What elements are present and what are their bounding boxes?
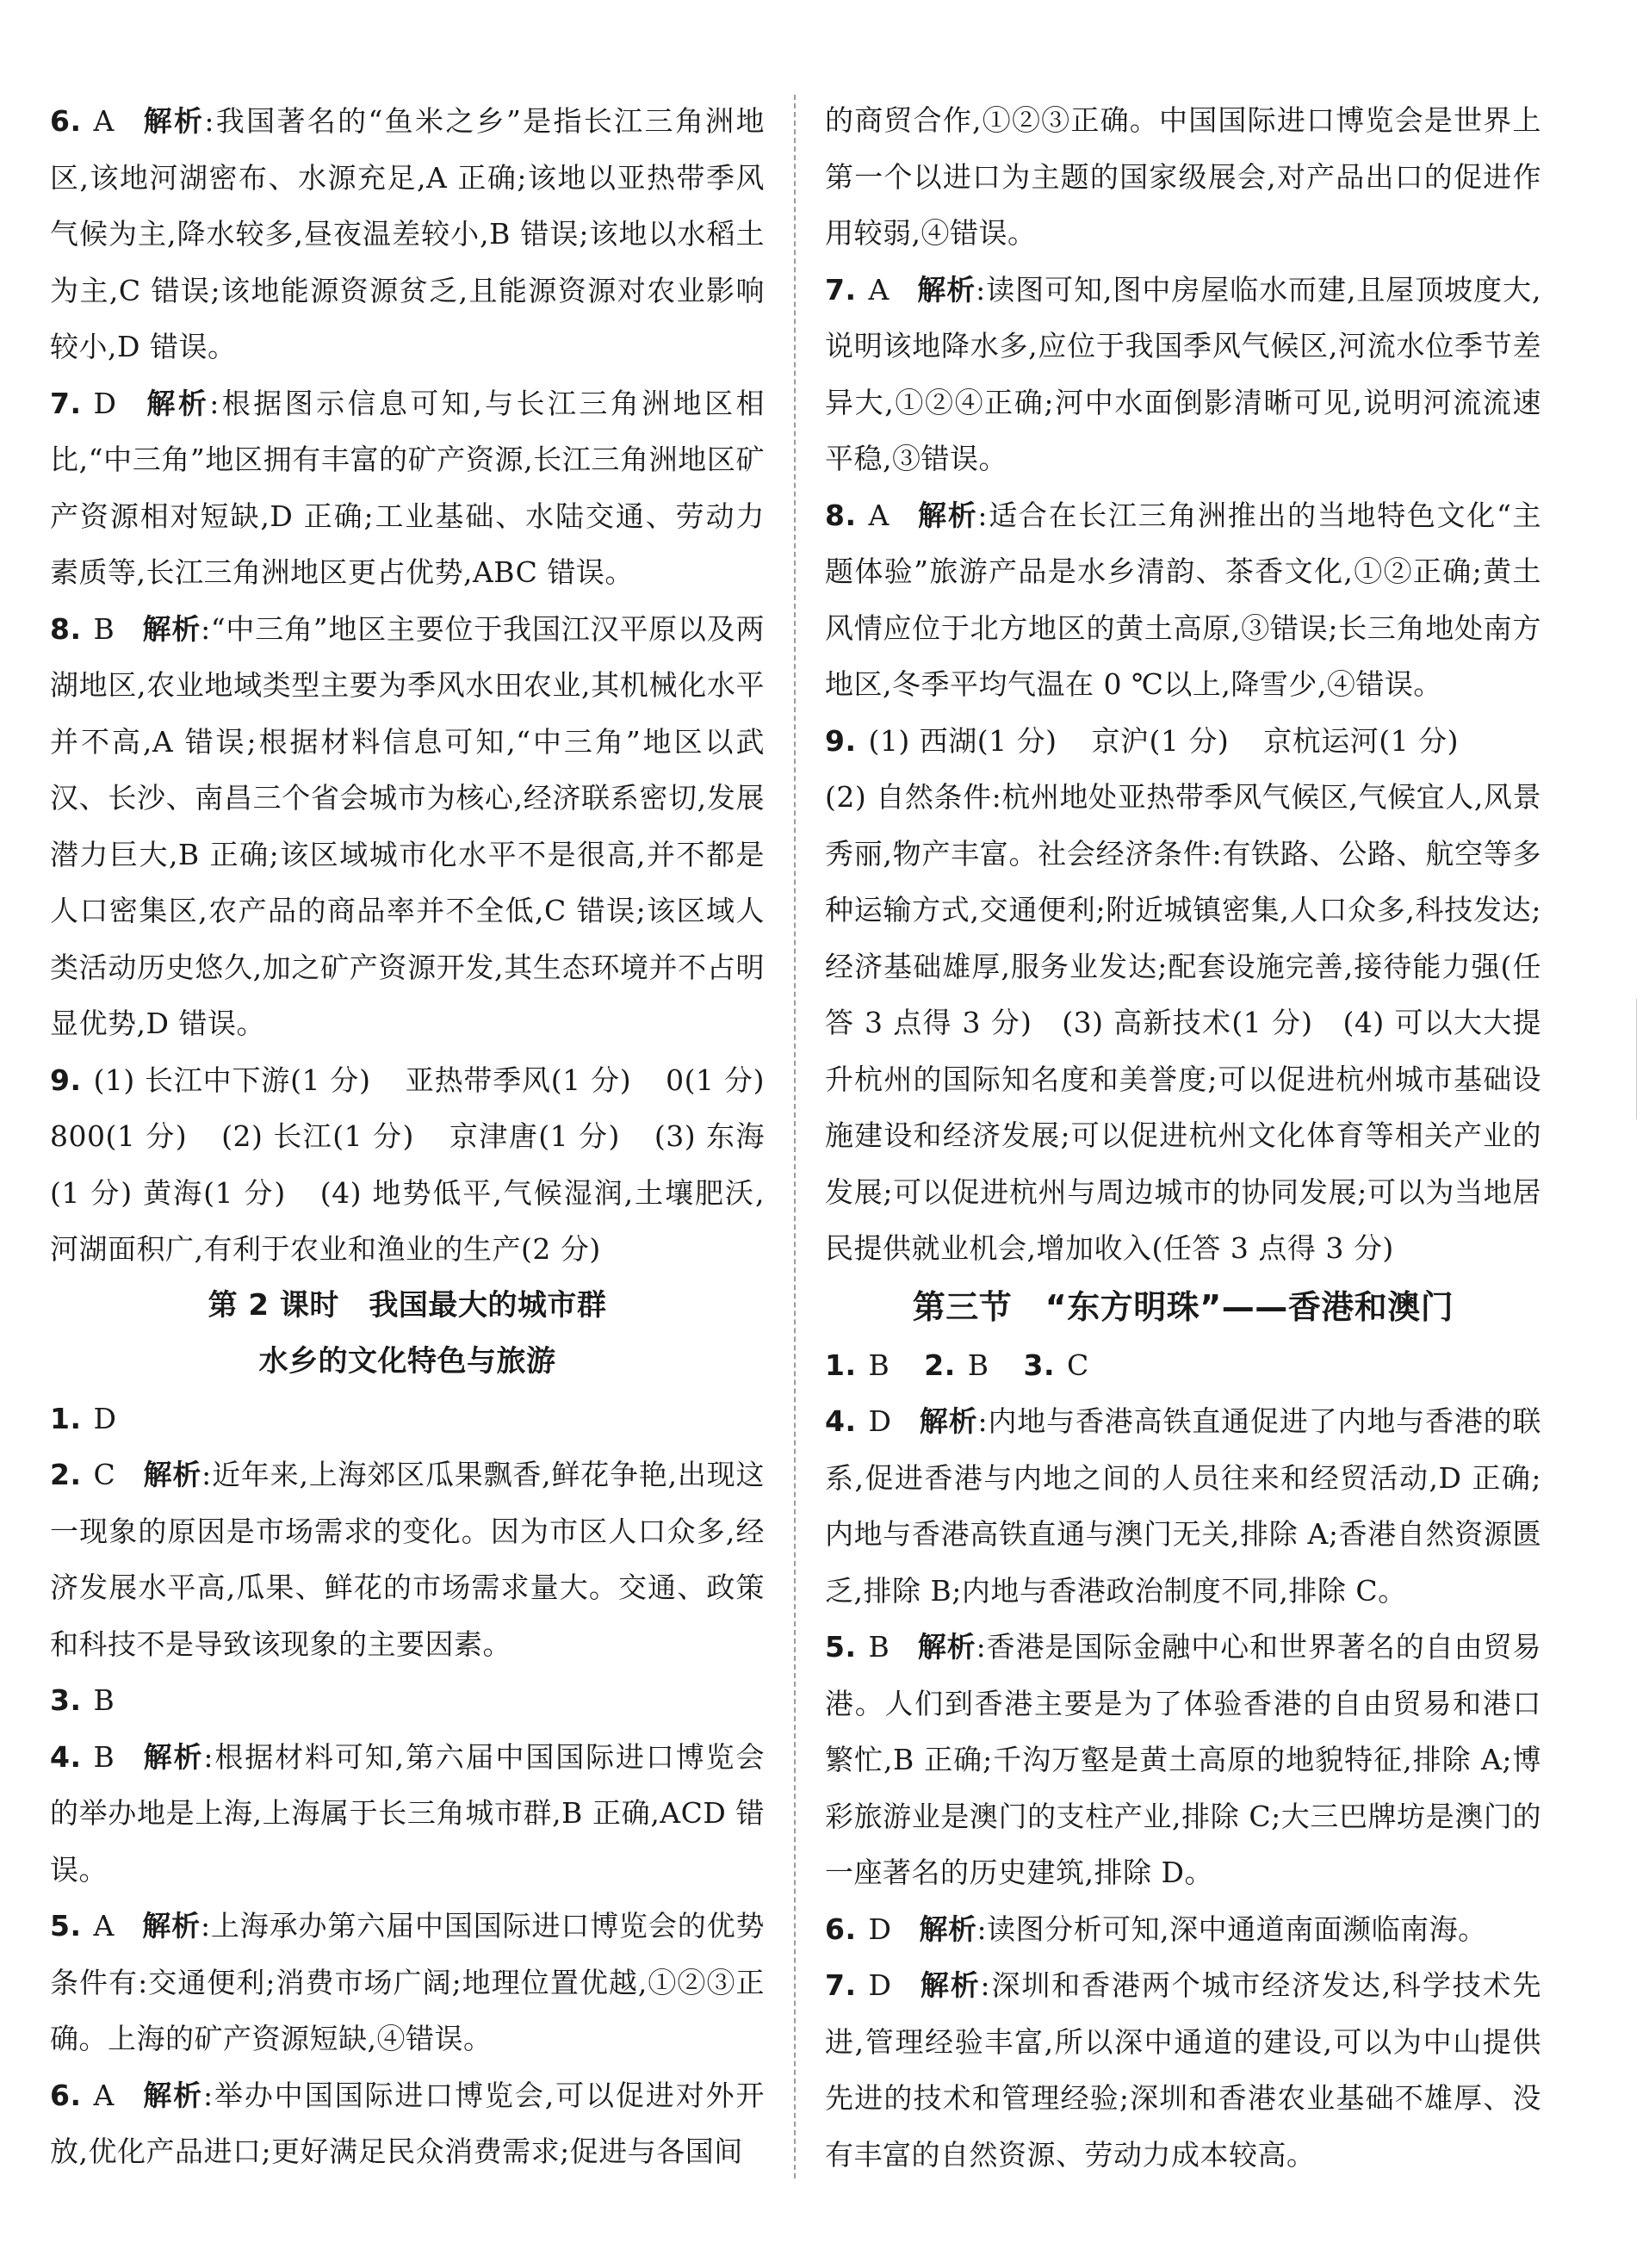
answer-section-4: 4. D 解析:内地与香港高铁直通促进了内地与香港的联系,促进香港与内地之间的人员往来和经贸活动,D 正确;内地与香港高铁直通与澳门无关,排除 A;香港自然资源匮乏,排除 B;内地与香港政治制度不同,排除 C。 — [825, 1404, 1542, 1608]
answer-section-7: 7. D 解析:深圳和香港两个城市经济发达,科学技术先进,管理经验丰富,所以深中通道的建设,可以为中山提供先进的技术和管理经验;深圳和香港农业基础不雄厚、没有丰富的自然资源、劳动力成本较高。 — [825, 1968, 1541, 2172]
section-title: 第三节 “东方明珠”——香港和澳门 — [912, 1287, 1454, 1326]
answer-right-9: 9. (1) 西湖(1 分) 京沪(1 分) 京杭运河(1 分) (2) 自然条件:杭州地处亚热带季风气候区,气候宜人,风景秀丽,物产丰富。社会经济条件:有铁路、公路、航空等多种运输方式,交通便利;附近城镇密集,人口众多,科技发达;经济基础雄厚,服务业发达;配套设施完善,接待能力强(任答 3 点得 3 分) (3) 高新技术(1 分) (4) 可以大大提升杭州的国际知名度和美誉度;可以促进杭州城市基础设施建设和经济发展;可以促进杭州文化体育等相关产业的发展;可以促进杭州与周边城市的协同发展;可以为当地居民提供就业机会,增加收入(任答 3 点得 3 分) — [825, 723, 1541, 1265]
answer-left-9: 9. (1) 长江中下游(1 分) 亚热带季风(1 分) 0(1 分) 800(1 分) (2) 长江(1 分) 京津唐(1 分) (3) 东海(1 分) 黄海(1 分) (4) 地势低平,气候湿润,土壤肥沃,河湖面积广,有利于农业和渔业的生产(2 分) — [50, 1063, 766, 1266]
answer-left-7: 7. D 解析:根据图示信息可知,与长江三角洲地区相比,“中三角”地区拥有丰富的矿产资源,长江三角洲地区矿产资源相对短缺,D 正确;工业基础、水陆交通、劳动力素质等,长江三角洲地区更占优势,ABC 错误。 — [50, 386, 765, 589]
answer-left-6: 6. A 解析:我国著名的“鱼米之乡”是指长江三角洲地区,该地河湖密布、水源充足,A 正确;该地以亚热带季风气候为主,降水较多,昼夜温差较小,B 错误;该地以水稻土为主,C 错误;该地能源资源贫乏,且能源资源对农业影响较小,D 错误。 — [50, 104, 765, 363]
answer-lesson-2: 2. C 解析:近年来,上海郊区瓜果飘香,鲜花争艳,出现这一现象的原因是市场需求的变化。因为市区人口众多,经济发展水平高,瓜果、鲜花的市场需求量大。交通、政策和科技不是导致该现象的主要因素。 — [50, 1458, 765, 1661]
answer-right-7: 7. A 解析:读图可知,图中房屋临水而建,且屋顶坡度大,说明该地降水多,应位于我国季风气候区,河流水位季节差异大,①②④正确;河中水面倒影清晰可见,说明河流流速平稳,③错误。 — [825, 272, 1541, 475]
answer-lesson-4: 4. B 解析:根据材料可知,第六届中国国际进口博览会的举办地是上海,上海属于长三角城市群,B 正确,ACD 错误。 — [50, 1739, 765, 1887]
answer-continued: 的商贸合作,①②③正确。中国国际进口博览会是世界上第一个以进口为主题的国家级展会,对产品出口的促进作用较弱,④错误。 — [825, 103, 1541, 250]
answer-section-6: 6. D 解析:读图分析可知,深中通道南面濒临南海。 — [825, 1912, 1487, 1946]
answer-lesson-3: 3. B — [50, 1683, 115, 1717]
column-divider — [794, 95, 796, 2178]
answer-section-5: 5. B 解析:香港是国际金融中心和世界著名的自由贸易港。人们到香港主要是为了体验香港的自由贸易和港口繁忙,B 正确;千沟万壑是黄土高原的地貌特征,排除 A;博彩旅游业是澳门的支柱产业,排除 C;大三巴牌坊是澳门的一座著名的历史建筑,排除 D。 — [825, 1630, 1542, 1889]
right-column — [825, 92, 1541, 2183]
lesson-subtitle: 水乡的文化特色与旅游 — [258, 1344, 556, 1379]
lesson-title: 第 2 课时 我国最大的城市群 — [208, 1287, 607, 1323]
answer-right-8: 8. A 解析:适合在长江三角洲推出的当地特色文化“主题体验”旅游产品是水乡清韵、茶香文化,①②正确;黄土风情应位于北方地区的黄土高原,③错误;长三角地处南方地区,冬季平均气温在 0 ℃以上,降雪少,④错误。 — [825, 498, 1542, 701]
answer-lesson-1: 1. D — [50, 1401, 117, 1435]
answer-lesson-6: 6. A 解析:举办中国国际进口博览会,可以促进对外开放,优化产品进口;更好满足民众消费需求;促进与各国间 — [50, 2078, 765, 2168]
margin-mark — [1636, 999, 1637, 1119]
answer-section-1-3: 1. B 2. B 3. C — [825, 1348, 1089, 1382]
answer-lesson-5: 5. A 解析:上海承办第六届中国国际进口博览会的优势条件有:交通便利;消费市场广阔;地理位置优越,①②③正确。上海的矿产资源短缺,④错误。 — [50, 1909, 766, 2055]
answer-left-8: 8. B 解析:“中三角”地区主要位于我国江汉平原以及两湖地区,农业地域类型主要为季风水田农业,其机械化水平并不高,A 错误;根据材料信息可知,“中三角”地区以武汉、长沙、南昌三个省会城市为核心,经济联系密切,发展潜力巨大,B 正确;该区域城市化水平不是很高,并不都是人口密集区,农产品的商品率并不全低,C 错误;该区域人类活动历史悠久,加之矿产资源开发,其生态环境并不占明显优势,D 错误。 — [50, 611, 765, 1040]
left-column — [50, 93, 765, 2180]
